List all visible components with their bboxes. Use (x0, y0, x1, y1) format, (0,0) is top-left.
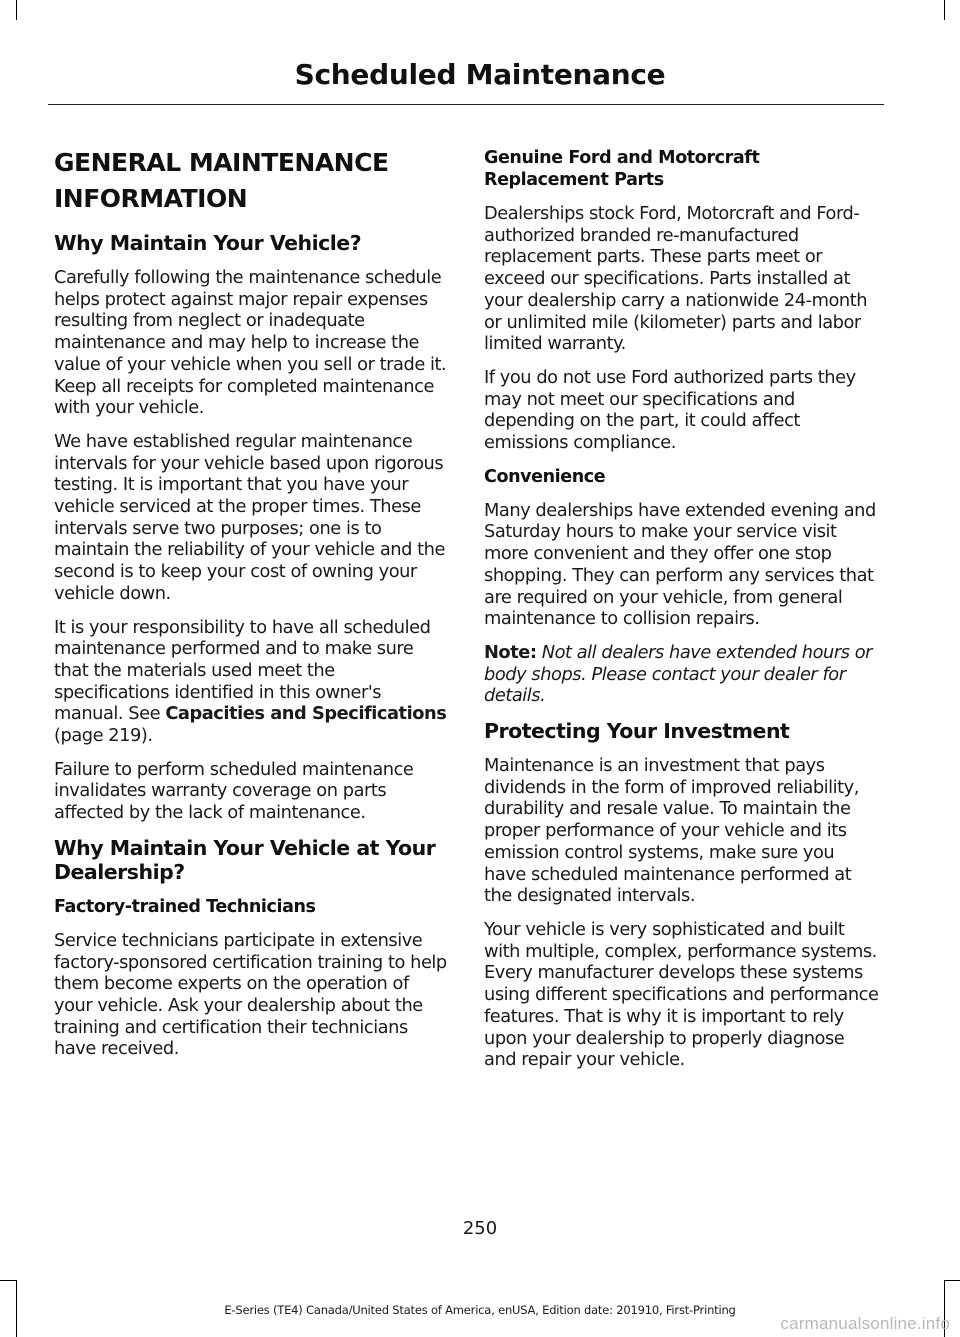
capacities-link[interactable]: Capacities and Specifications (165, 703, 447, 725)
paragraph-responsibility (54, 617, 450, 747)
heading-genuine-parts: Genuine Ford and Motorcraft Replacement Parts (484, 148, 760, 190)
footer-edition: E-Series (TE4) Canada/United States of America, enUSA, Edition date: 201910, First-Printing (224, 1303, 736, 1317)
page-reference: (page 219). (54, 725, 153, 747)
paragraph-authorized-parts: If you do not use Ford authorized parts they may not meet our specifications and depending on the part, it could affect emissions compliance. (484, 366, 856, 454)
heading-convenience: Convenience (484, 466, 606, 487)
heading-why-maintain: Why Maintain Your Vehicle? (54, 231, 362, 255)
watermark: carmanualsonline.info (780, 1314, 950, 1333)
paragraph-extended-hours: Many dealerships have extended evening and Saturday hours to make your service visit more convenient and they offer one stop shopping. They can perform any services that are required on your vehicle, from general maintenance to collision repairs. (484, 499, 876, 630)
crop-mark-top-left (16, 0, 17, 20)
paragraph-sophisticated: Your vehicle is very sophisticated and built with multiple, complex, performance systems. Every manufacturer develops these systems using different specifications and performance features. That is why it is important to rely upon your dealership to properly diagnose and repair your vehicle. (484, 918, 879, 1071)
section-title-line1: GENERAL MAINTENANCE (54, 148, 389, 177)
note-text: Not all dealers have extended hours or body shops. Please contact your dealer for details. (484, 641, 873, 707)
paragraph-warranty-failure: Failure to perform scheduled maintenance invalidates warranty coverage on parts affected by the lack of maintenance. (54, 758, 414, 824)
paragraph-dealership-stock: Dealerships stock Ford, Motorcraft and Ford-authorized branded re-manufactured replacement parts. These parts meet or exceed our specifications. Parts installed at your dealership carry a nationwide 24-month or unlimited mile (kilometer) parts and labor limited warranty. (484, 203, 868, 355)
paragraph-investment: Maintenance is an investment that pays dividends in the form of improved reliability, durability and resale value. To maintain the proper performance of your vehicle and its emission control systems, make sure you have scheduled maintenance performed at the designated intervals. (484, 755, 859, 907)
heading-why-dealership: Why Maintain Your Vehicle at Your Dealership? (54, 835, 436, 884)
note-paragraph (484, 642, 880, 707)
page-number: 250 (462, 1218, 498, 1239)
crop-mark-top-right (944, 0, 945, 20)
paragraph-intervals: We have established regular maintenance intervals for your vehicle based upon rigorous testing. It is important that you have your vehicle serviced at the proper times. These intervals serve two purposes; one is to maintain the reliability of your vehicle and the second is to keep your cost of owning your vehicle down. (54, 430, 445, 604)
crop-mark-bottom-right-h (944, 1280, 960, 1281)
note-label: Note: (484, 641, 537, 663)
section-title (54, 145, 450, 217)
left-column (54, 145, 450, 1072)
heading-factory-trained: Factory-trained Technicians (54, 896, 316, 917)
right-column (484, 145, 880, 1083)
responsibility-text: It is your responsibility to have all scheduled maintenance performed and to make sure that the materials used meet the specifications identified in this owner's manual. See (54, 616, 431, 725)
paragraph-technicians: Service technicians participate in extensive factory-sponsored certification training to help them become experts on the operation of your vehicle. Ask your dealership about the training and certification their technicians have received. (54, 929, 447, 1060)
section-title-line2: INFORMATION (54, 184, 248, 213)
header-divider (48, 104, 884, 105)
heading-protecting-investment: Protecting Your Investment (484, 719, 790, 744)
page-header-title: Scheduled Maintenance (294, 58, 666, 91)
crop-mark-bottom-left-h (0, 1280, 16, 1281)
paragraph-maintenance-schedule: Carefully following the maintenance schedule helps protect against major repair expenses resulting from neglect or inadequate maintenance and may help to increase the value of your vehicle when you sell or trade it. Keep all receipts for completed maintenance with your vehicle. (54, 267, 447, 419)
